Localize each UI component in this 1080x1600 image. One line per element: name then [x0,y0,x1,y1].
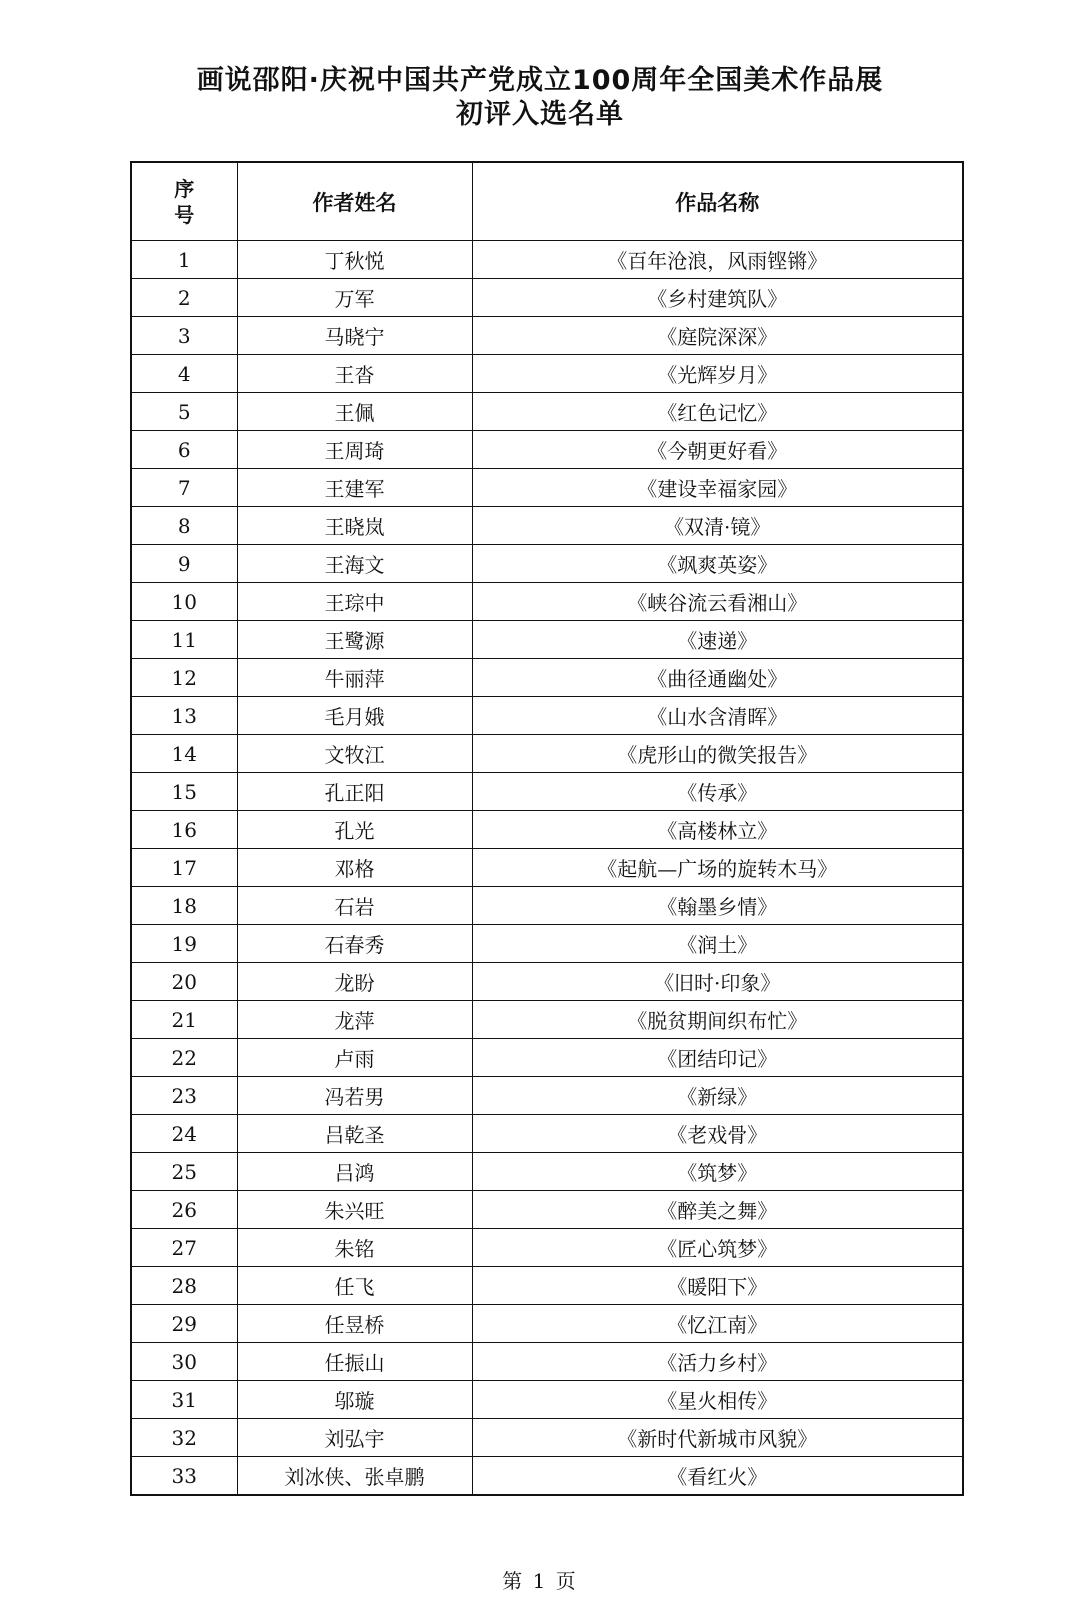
table-row [131,849,963,887]
row-number: 28 [131,1267,237,1305]
row-number: 14 [131,735,237,773]
author-name: 孔光 [237,811,472,849]
row-number: 32 [131,1419,237,1457]
work-title: 《双清·镜》 [472,507,963,545]
author-name: 牛丽萍 [237,659,472,697]
work-title: 《曲径通幽处》 [472,659,963,697]
work-title: 《光辉岁月》 [472,355,963,393]
row-number: 5 [131,393,237,431]
work-title: 《醉美之舞》 [472,1191,963,1229]
author-name: 任振山 [237,1343,472,1381]
table-row [131,545,963,583]
table-row [131,811,963,849]
work-title: 《旧时·印象》 [472,963,963,1001]
row-number: 15 [131,773,237,811]
work-title: 《高楼林立》 [472,811,963,849]
table-row [131,1001,963,1039]
work-title: 《新时代新城市风貌》 [472,1419,963,1457]
work-title: 《新绿》 [472,1077,963,1115]
work-title: 《脱贫期间织布忙》 [472,1001,963,1039]
row-number: 4 [131,355,237,393]
row-number: 33 [131,1457,237,1496]
row-number: 10 [131,583,237,621]
author-name: 王晓岚 [237,507,472,545]
table-row [131,925,963,963]
row-number: 6 [131,431,237,469]
row-number: 9 [131,545,237,583]
row-number: 16 [131,811,237,849]
row-number: 19 [131,925,237,963]
work-title: 《庭院深深》 [472,317,963,355]
author-name: 毛月娥 [237,697,472,735]
work-title: 《星火相传》 [472,1381,963,1419]
table-row [131,279,963,317]
work-title: 《看红火》 [472,1457,963,1496]
author-name: 石岩 [237,887,472,925]
row-number: 8 [131,507,237,545]
document-subtitle: 初评入选名单 [456,99,624,130]
author-name: 龙萍 [237,1001,472,1039]
row-number: 7 [131,469,237,507]
row-number: 3 [131,317,237,355]
work-title: 《筑梦》 [472,1153,963,1191]
row-number: 30 [131,1343,237,1381]
table-row [131,1267,963,1305]
table-row [131,963,963,1001]
table-row [131,1457,963,1496]
table-row [131,583,963,621]
author-name: 任飞 [237,1267,472,1305]
row-number: 24 [131,1115,237,1153]
work-title: 《虎形山的微笑报告》 [472,735,963,773]
table-row [131,621,963,659]
table-header-row [131,162,963,241]
row-number: 1 [131,241,237,279]
header-seq-bottom: 号 [174,202,195,227]
header-author: 作者姓名 [237,162,472,241]
table-row [131,1381,963,1419]
work-title: 《飒爽英姿》 [472,545,963,583]
author-name: 吕乾圣 [237,1115,472,1153]
author-name: 王周琦 [237,431,472,469]
header-seq-top: 序 [174,176,195,201]
table-row [131,1343,963,1381]
table-row [131,1115,963,1153]
header-seq [131,162,237,241]
work-title: 《翰墨乡情》 [472,887,963,925]
author-name: 冯若男 [237,1077,472,1115]
table-row [131,393,963,431]
table-row [131,1153,963,1191]
work-title: 《暖阳下》 [472,1267,963,1305]
author-name: 卢雨 [237,1039,472,1077]
page-number: 第 1 页 [502,1569,578,1593]
table-row [131,1419,963,1457]
row-number: 23 [131,1077,237,1115]
work-title: 《老戏骨》 [472,1115,963,1153]
author-name: 朱兴旺 [237,1191,472,1229]
author-name: 王建军 [237,469,472,507]
work-title: 《忆江南》 [472,1305,963,1343]
table-row [131,1191,963,1229]
author-name: 朱铭 [237,1229,472,1267]
author-name: 王沓 [237,355,472,393]
author-name: 吕鸿 [237,1153,472,1191]
row-number: 22 [131,1039,237,1077]
selection-table [130,161,964,1496]
table-row [131,317,963,355]
author-name: 丁秋悦 [237,241,472,279]
row-number: 21 [131,1001,237,1039]
table-row [131,431,963,469]
row-number: 31 [131,1381,237,1419]
document-title: 画说邵阳·庆祝中国共产党成立100周年全国美术作品展 [196,65,884,96]
author-name: 王鹭源 [237,621,472,659]
row-number: 13 [131,697,237,735]
table-row [131,887,963,925]
row-number: 11 [131,621,237,659]
work-title: 《建设幸福家园》 [472,469,963,507]
table-row [131,773,963,811]
table-row [131,1305,963,1343]
table-row [131,241,963,279]
work-title: 《峡谷流云看湘山》 [472,583,963,621]
work-title: 《匠心筑梦》 [472,1229,963,1267]
work-title: 《活力乡村》 [472,1343,963,1381]
work-title: 《团结印记》 [472,1039,963,1077]
author-name: 邓格 [237,849,472,887]
row-number: 25 [131,1153,237,1191]
row-number: 17 [131,849,237,887]
table-row [131,507,963,545]
table-row [131,697,963,735]
table-row [131,1039,963,1077]
work-title: 《山水含清晖》 [472,697,963,735]
author-name: 王海文 [237,545,472,583]
table-row [131,659,963,697]
author-name: 刘弘宇 [237,1419,472,1457]
table-row [131,469,963,507]
work-title: 《百年沧浪，风雨铿锵》 [472,241,963,279]
work-title: 《乡村建筑队》 [472,279,963,317]
row-number: 12 [131,659,237,697]
row-number: 20 [131,963,237,1001]
author-name: 文牧江 [237,735,472,773]
author-name: 刘冰侠、张卓鹏 [237,1457,472,1496]
table-row [131,735,963,773]
work-title: 《传承》 [472,773,963,811]
author-name: 万军 [237,279,472,317]
author-name: 马晓宁 [237,317,472,355]
author-name: 任昱桥 [237,1305,472,1343]
author-name: 石春秀 [237,925,472,963]
table-body [131,241,963,1496]
table-row [131,355,963,393]
row-number: 2 [131,279,237,317]
author-name: 孔正阳 [237,773,472,811]
work-title: 《今朝更好看》 [472,431,963,469]
author-name: 邬璇 [237,1381,472,1419]
table-row [131,1229,963,1267]
row-number: 26 [131,1191,237,1229]
header-work: 作品名称 [472,162,963,241]
table-row [131,1077,963,1115]
author-name: 王佩 [237,393,472,431]
work-title: 《速递》 [472,621,963,659]
work-title: 《起航—广场的旋转木马》 [472,849,963,887]
row-number: 27 [131,1229,237,1267]
author-name: 王琮中 [237,583,472,621]
row-number: 18 [131,887,237,925]
work-title: 《润土》 [472,925,963,963]
author-name: 龙盼 [237,963,472,1001]
work-title: 《红色记忆》 [472,393,963,431]
row-number: 29 [131,1305,237,1343]
